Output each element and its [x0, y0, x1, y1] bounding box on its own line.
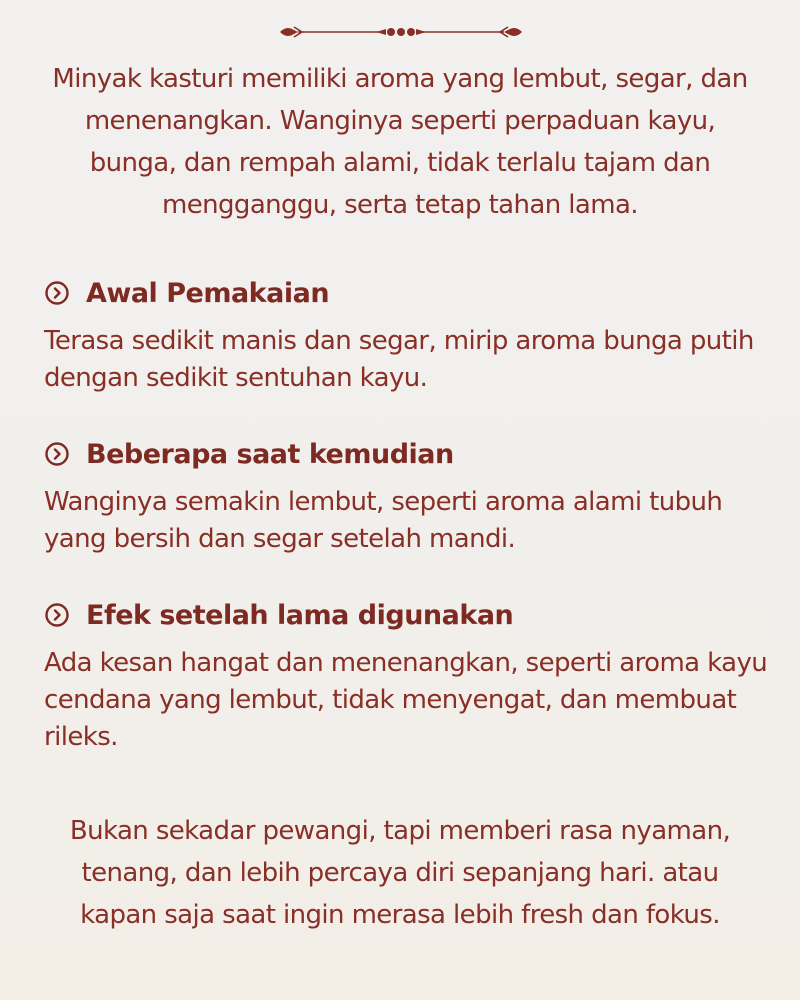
section-title: Awal Pemakaian — [86, 277, 330, 309]
closing-paragraph: Bukan sekadar pewangi, tapi memberi rasa nyaman, tenang, dan lebih percaya diri sepanjang hari. atau kapan saja saat ingin merasa lebih fresh dan fokus. — [69, 816, 731, 930]
section-body: Wanginya semakin lembut, seperti aroma alami tubuh yang bersih dan segar setelah mandi. — [44, 487, 723, 554]
section-body: Ada kesan hangat dan menenangkan, seperti aroma kayu cendana yang lembut, tidak menyengat, dan membuat rileks. — [44, 648, 768, 752]
section-title: Efek setelah lama digunakan — [86, 599, 514, 631]
section-title: Beberapa saat kemudian — [86, 438, 454, 470]
section-header — [44, 595, 774, 635]
chevron-circle-right-icon — [44, 441, 70, 467]
section-body: Terasa sedikit manis dan segar, mirip aroma bunga putih dengan sedikit sentuhan kayu. — [44, 326, 754, 393]
divider-ornament-icon — [278, 22, 524, 42]
chevron-circle-right-icon — [44, 602, 70, 628]
section-awal-pemakaian — [44, 273, 774, 397]
chevron-circle-right-icon — [44, 280, 70, 306]
section-beberapa-saat-kemudian — [44, 434, 774, 558]
intro-paragraph: Minyak kasturi memiliki aroma yang lembut, segar, dan menenangkan. Wanginya seperti perpaduan kayu, bunga, dan rempah alami, tidak terlalu tajam dan mengganggu, serta tetap tahan lama. — [52, 64, 748, 220]
section-header — [44, 434, 774, 474]
section-header — [44, 273, 774, 313]
section-efek-setelah-lama — [44, 595, 774, 756]
